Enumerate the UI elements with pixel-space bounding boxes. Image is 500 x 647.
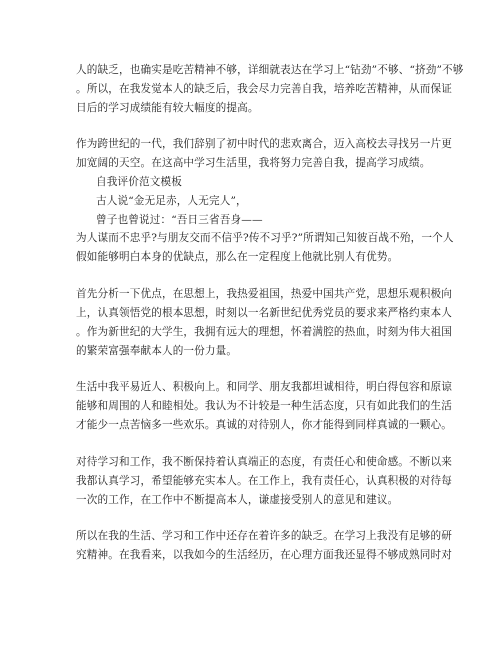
text-line: 作为跨世纪的一代，我们辞别了初中时代的悲欢离合，迈入高校去寻找另一片更 bbox=[76, 138, 453, 150]
text-line: 。所以，在我发觉本人的缺乏后，我会尽力完善自我，培养吃苦精神，从而保证 bbox=[76, 83, 453, 95]
text-line: 的繁荣富强奉献本人的一份力量。 bbox=[76, 345, 238, 357]
text-line: 所以在我的生活、学习和工作中还存在着许多的缺乏。在学习上我没有足够的研 bbox=[76, 530, 453, 542]
text-line: 能够和周围的人和睦相处。我认为不计较是一种生活态度，只有如此我们的生活 bbox=[76, 400, 453, 412]
text-line: 为人谋而不忠乎?与朋友交而不信乎?传不习乎?”所谓知己知彼百战不殆，一个人 bbox=[76, 232, 454, 244]
text-line: 古人说“金无足赤，人无完人”， bbox=[96, 195, 247, 207]
text-line: 曾子也曾说过：“吾日三省吾身—— bbox=[96, 214, 263, 226]
text-line: 才能少一点苦恼多一些欢乐。真诚的对待别人，你才能得到同样真诚的一颗心。 bbox=[76, 419, 453, 431]
text-line: 日后的学习成绩能有较大幅度的提高。 bbox=[76, 102, 259, 114]
text-line: 假如能够明白本身的优缺点，那么在一定程度上他就比别人有优势。 bbox=[76, 251, 399, 263]
text-line: 首先分析一下优点，在思想上，我热爱祖国，热爱中国共产党，思想乐观积极向 bbox=[76, 288, 453, 300]
section-heading: 自我评价范文模板 bbox=[96, 176, 182, 188]
text-line: 上，认真领悟党的根本思想，时刻以一名新世纪优秀党员的要求来严格约束本人 bbox=[76, 307, 453, 319]
text-line: 一次的工作，在工作中不断提高本人，谦虚接受别人的意见和建议。 bbox=[76, 494, 399, 506]
text-line: 。作为新世纪的大学生，我拥有远大的理想，怀着满腔的热血，时刻为伟大祖国 bbox=[76, 326, 453, 338]
text-line: 加宽阔的天空。在这高中学习生活里，我将努力完善自我，提高学习成绩。 bbox=[76, 157, 431, 169]
text-line: 生活中我平易近人、积极向上。和同学、朋友我都坦诚相待，明白得包容和原谅 bbox=[76, 381, 453, 393]
text-line: 对待学习和工作，我不断保持着认真端正的态度，有责任心和使命感。不断以来 bbox=[76, 456, 453, 468]
text-line: 我都认真学习，希望能够充实本人。在工作上，我有责任心，认真积极的对待每 bbox=[76, 475, 453, 487]
text-line: 究精神。在我看来，以我如今的生活经历，在心理方面我还显得不够成熟同时对 bbox=[76, 549, 453, 561]
text-line: 人的缺乏，也确实是吃苦精神不够，详细就表达在学习上“钻劲”不够、“挤劲”不够 bbox=[76, 64, 464, 76]
